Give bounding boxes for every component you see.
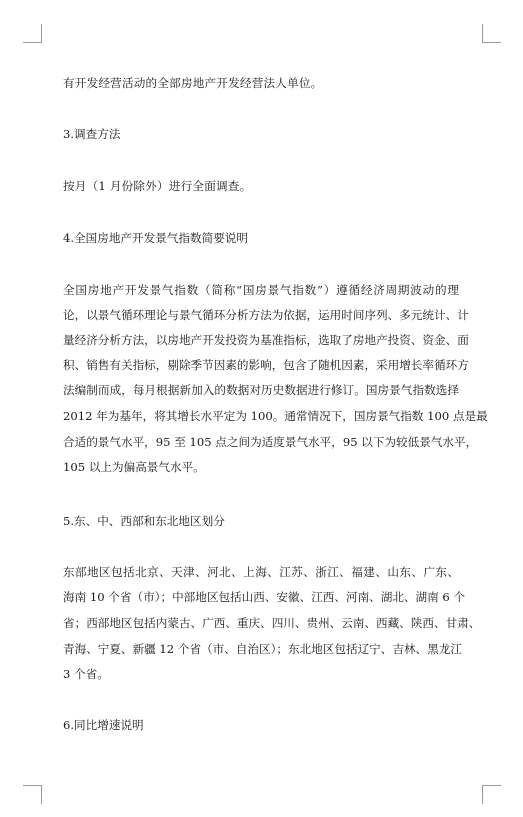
section-heading-index-explanation: 4.全国房地产开发景气指数简要说明 <box>63 231 248 245</box>
index-paragraph-line: 论，以景气循环理论与景气循环分析方法为依据，运用时间序列、多元统计、计 <box>63 308 469 322</box>
paragraph-continuation: 有开发经营活动的全部房地产开发经营法人单位。 <box>63 76 323 90</box>
index-paragraph-line: 量经济分析方法，以房地产开发投资为基准指标，选取了房地产投资、资金、面 <box>63 333 469 347</box>
index-paragraph-line: 积、销售有关指标，剔除季节因素的影响，包含了随机因素，采用增长率循环方 <box>63 358 469 372</box>
crop-mark-top-left <box>23 24 42 43</box>
index-paragraph-line: 2012 年为基年，将其增长水平定为 100。通常情况下，国房景气指数 100 点是最 <box>63 409 488 423</box>
index-paragraph-line: 法编制而成，每月根据新加入的数据对历史数据进行修订。国房景气指数选择 <box>63 383 459 397</box>
survey-method-text: 按月（1 月份除外）进行全面调查。 <box>63 179 252 193</box>
crop-mark-bottom-right <box>482 785 501 804</box>
crop-mark-top-right <box>482 24 501 43</box>
region-paragraph-line: 东部地区包括北京、天津、河北、上海、江苏、浙江、福建、山东、广东、 <box>63 565 459 579</box>
index-paragraph-line: 全国房地产开发景气指数（简称“国房景气指数”）遵循经济周期波动的理 <box>63 283 459 297</box>
section-heading-yoy-growth: 6.同比增速说明 <box>63 718 144 732</box>
region-paragraph-line: 省；西部地区包括内蒙古、广西、重庆、四川、贵州、云南、西藏、陕西、甘肃、 <box>63 616 481 630</box>
section-heading-region-division: 5.东、中、西部和东北地区划分 <box>63 514 225 528</box>
region-paragraph-line: 海南 10 个省（市）；中部地区包括山西、安徽、江西、河南、湖北、湖南 6 个 <box>63 590 466 604</box>
crop-mark-bottom-left <box>23 785 42 804</box>
section-heading-survey-method: 3.调查方法 <box>63 127 121 141</box>
index-paragraph-line: 合适的景气水平，95 至 105 点之间为适度景气水平，95 以下为较低景气水平， <box>63 435 478 449</box>
region-paragraph-line: 青海、宁夏、新疆 12 个省（市、自治区）；东北地区包括辽宁、吉林、黑龙江 <box>63 642 462 656</box>
region-paragraph-line: 3 个省。 <box>63 667 109 681</box>
index-paragraph-line: 105 以上为偏高景气水平。 <box>63 460 205 474</box>
